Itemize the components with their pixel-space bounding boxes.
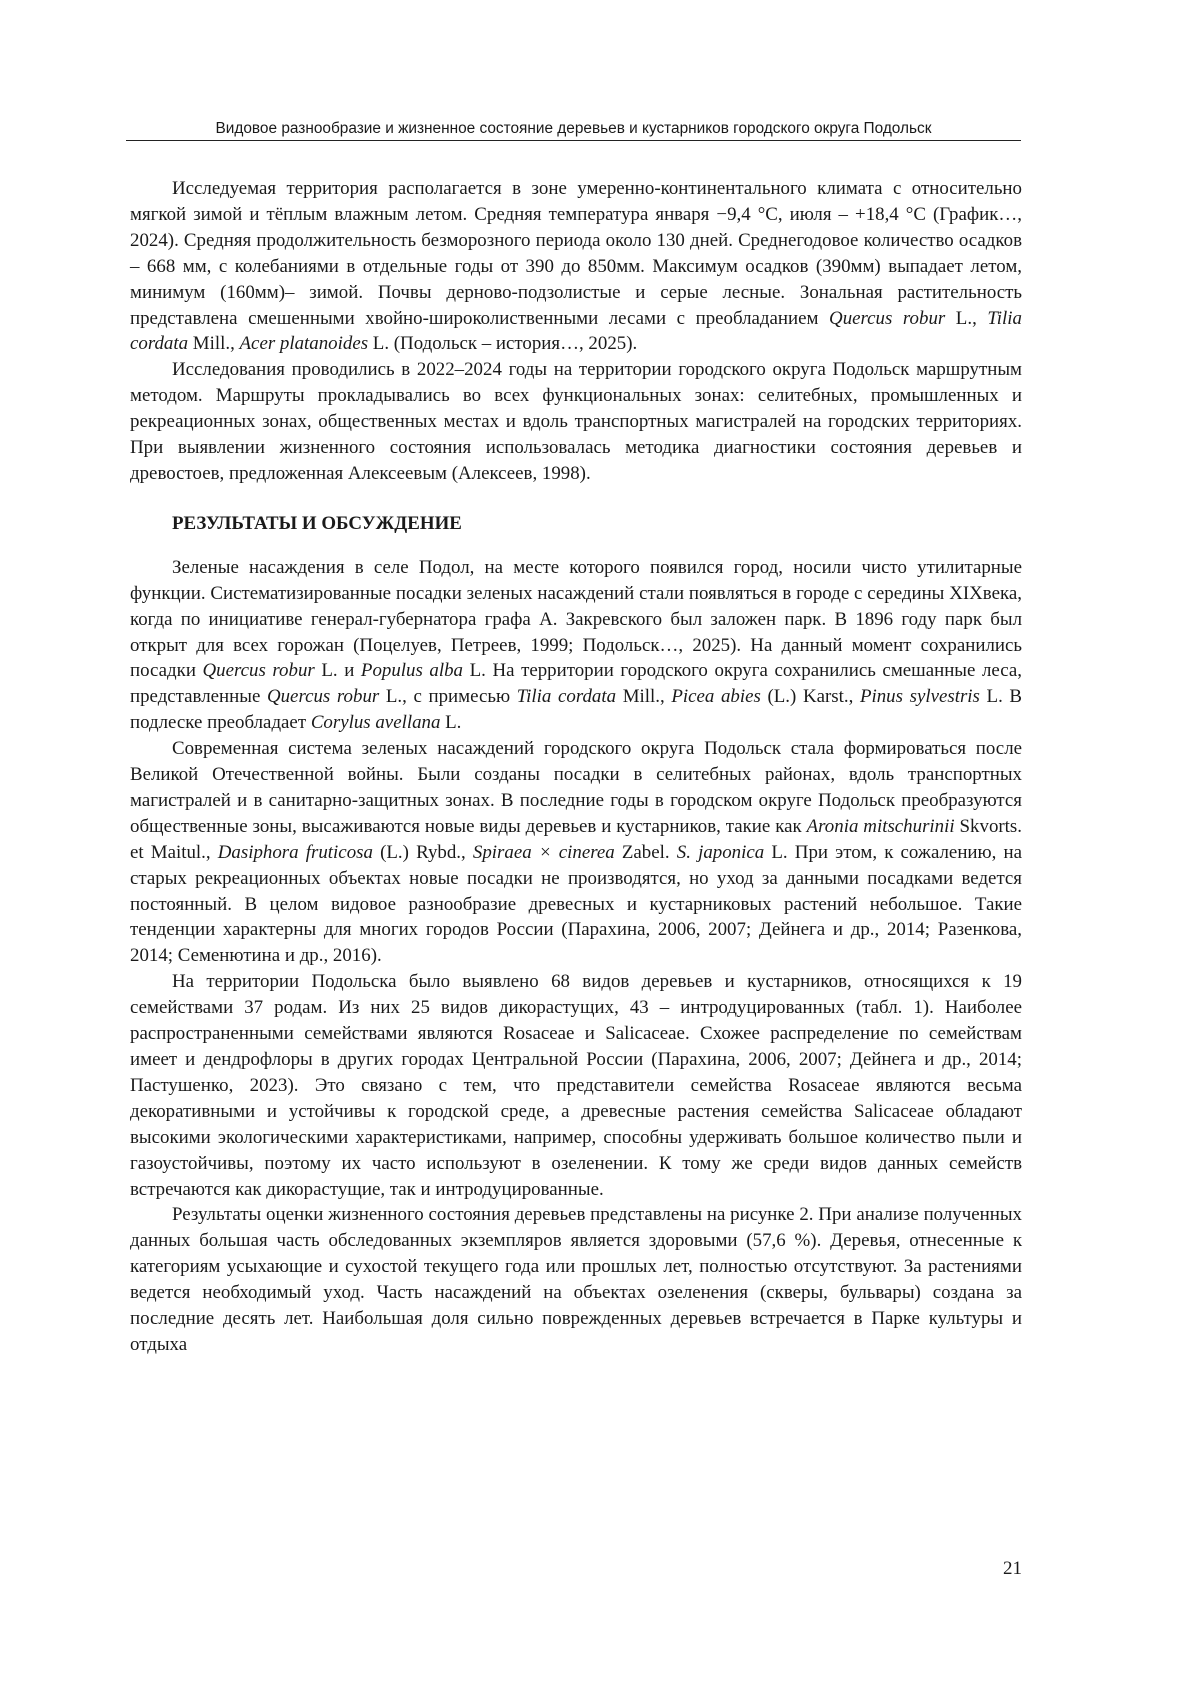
latin-name: Tilia cordata — [130, 307, 1022, 355]
paragraph-modern-system: Современная система зеленых насаждений городского округа Подольск стала формироваться после Великой Отечественной войны. Были созданы посадки в селитебных районах, вдоль транспортных магистралей и в санитарно-защитных зонах. В последние годы в городском округе Подольск преобразуются общественные зоны, высаживаются новые виды деревьев и кустарников, такие как Aronia mitschurinii Skvorts. et Maitul., Dasiphora fruticosa (L.) Rybd., Spiraea × cinerea Zabel. S. japonica L. При этом, к сожалению, на старых рекреационных объектах новые посадки не производятся, но уход за данными посадками ведется постоянный. В целом видовое разнообразие древесных и кустарниковых растений небольшое. Такие тенденции характерны для многих городов России (Парахина, 2006, 2007; Дейнега и др., 2014; Разенкова, 2014; Семенютина и др., 2016). — [130, 738, 1023, 967]
latin-name: Picea abies — [671, 686, 761, 708]
latin-name: Populus alba — [360, 660, 464, 682]
paragraph-climate: Исследуемая территория располагается в зоне умеренно-континентального климата с относительно мягкой зимой и тёплым влажным летом. Средняя температура января −9,4 °С, июля – +18,4 °С (График…, 2024). Средняя продолжительность безморозного периода около 130 дней. Среднегодовое количество осадков – 668 мм, с колебаниями в отдельные годы от 390 до 850мм. Максимум осадков (390мм) выпадает летом, минимум (160мм)– зимой. Почвы дерново-подзолистые и серые лесные. Зональная растительность представлена смешенными хвойно-широколиственными лесами с преобладанием Quercus robur L., Tilia cordata Mill., Acer platanoides L. (Подольск – история…, 2025). — [130, 178, 1022, 355]
section-heading: РЕЗУЛЬТАТЫ И ОБСУЖДЕНИЕ — [172, 512, 462, 534]
latin-name: Tilia cordata — [516, 686, 617, 708]
latin-name: Quercus robur — [202, 660, 315, 682]
paragraph-species-count: На территории Подольска было выявлено 68 видов деревьев и кустарников, относящихся к 19 семействами 37 родам. Из них 25 видов дикорастущих, 43 – интродуцированных (табл. 1). Наиболее распространенными семействами являются Rosaceae и Salicaceae. Схожее распределение по семействам имеет и дендрофлоры в других городах Центральной России (Парахина, 2006, 2007; Дейнега и др., 2014; Пастушенко, 2023). Это связано с тем, что представители семейства Rosaceae являются весьма декоративными и устойчивы к городской среде, а древесные растения семейства Salicaceae обладают высокими экологическими характеристиками, например, способны удерживать большое количество пыли и газоустойчивы, поэтому их часто используют в озеленении. К тому же среди видов данных семейств встречаются как дикорастущие, так и интродуцированные. — [130, 971, 1022, 1200]
paragraph-vitality: Результаты оценки жизненного состояния деревьев представлены на рисунке 2. При анализе полученных данных большая часть обследованных экземпляров является здоровыми (57,6 %). Деревья, отнесенные к категориям усыхающие и сухостой текущего года или прошлых лет, полностью отсутствуют. За растениями ведется необходимый уход. Часть насаждений на объектах озеленения (скверы, бульвары) создана за последние десять лет. Наибольшая доля сильно поврежденных деревьев встречается в Парке культуры и отдыха — [130, 1204, 1022, 1355]
latin-name: Aronia mitschurinii — [806, 815, 955, 837]
article-body — [130, 176, 1022, 1358]
latin-name: Dasiphora fruticosa — [217, 841, 373, 863]
paragraph-history: Зеленые насаждения в селе Подол, на месте которого появился город, носили чисто утилитарные функции. Систематизированные посадки зеленых насаждений стали появляться в городе с середины XIXвека, когда по инициативе генерал-губернатора графа А. Закревского был заложен парк. В 1896 году парк был открыт для всех горожан (Поцелуев, Петреев, 1999; Подольск…, 2025). На данный момент сохранились посадки Quercus robur L. и Populus alba L. На территории городского округа сохранились смешанные леса, представленные Quercus robur L., с примесью Tilia cordata Mill., Picea abies (L.) Karst., Pinus sylvestris L. В подлеске преобладает Corylus avellana L. — [130, 556, 1023, 734]
running-header: Видовое разнообразие и жизненное состояние деревьев и кустарников городского округа Подольск — [126, 119, 1021, 141]
page-number: 21 — [1003, 1558, 1022, 1579]
latin-name: Pinus sylvestris — [859, 686, 980, 708]
paragraph-methods: Исследования проводились в 2022–2024 годы на территории городского округа Подольск маршрутным методом. Маршруты прокладывались во всех функциональных зонах: селитебных, промышленных и рекреационных зонах, общественных местах и вдоль транспортных магистралей на городских территориях. При выявлении жизненного состояния использовалась методика диагностики состояния деревьев и древостоев, предложенная Алексеевым (Алексеев, 1998). — [130, 359, 1022, 484]
latin-name: S. japonica — [676, 841, 765, 863]
latin-name: Spiraea × cinerea — [472, 841, 615, 863]
latin-name: Quercus robur — [829, 307, 946, 329]
latin-name: Acer platanoides — [239, 333, 369, 355]
latin-name: Quercus robur — [266, 686, 380, 708]
latin-name: Corylus avellana — [310, 712, 441, 734]
